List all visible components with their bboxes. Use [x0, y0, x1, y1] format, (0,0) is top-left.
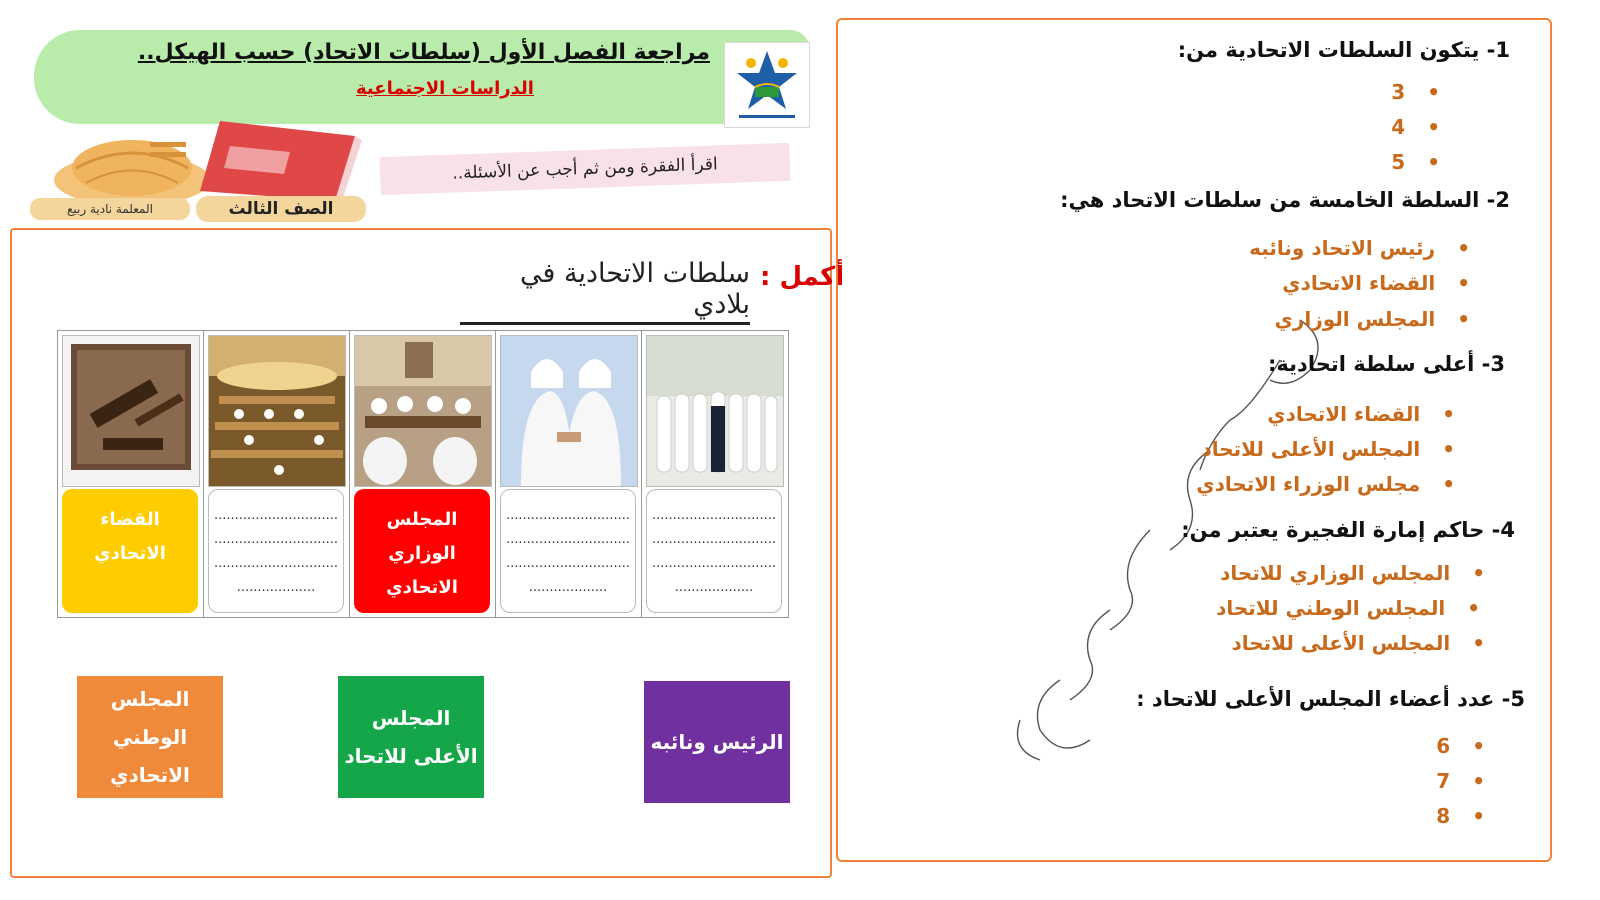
- national-council-photo: [208, 335, 346, 487]
- option-item[interactable]: [1160, 596, 1480, 620]
- option-item[interactable]: [1170, 631, 1485, 655]
- blank-line: ..............................: [652, 556, 776, 571]
- option-text: 5: [1391, 150, 1406, 174]
- option-item[interactable]: [1180, 236, 1470, 260]
- bullet-icon: •: [1467, 596, 1480, 620]
- option-national-council[interactable]: [77, 676, 223, 798]
- question-5: [1110, 687, 1525, 711]
- bullet-icon: •: [1472, 561, 1485, 585]
- question-number: 4-: [1491, 518, 1515, 542]
- question-number: 3-: [1481, 352, 1505, 376]
- blank-line: ...................: [236, 580, 316, 595]
- option-item[interactable]: [1200, 307, 1470, 331]
- blank-line: ..............................: [214, 508, 338, 523]
- question-text: أعلى سلطة اتحادية:: [1268, 352, 1475, 376]
- blank-line: ..............................: [214, 556, 338, 571]
- option-text: المجلس الوزاري: [1274, 307, 1436, 331]
- option-text: رئيس الاتحاد ونائبه: [1249, 236, 1436, 260]
- answer-text-judiciary: القضاء الاتحادي: [94, 509, 166, 564]
- option-text: المجلس الأعلى للاتحاد: [1201, 437, 1421, 461]
- blank-line: ..............................: [506, 556, 630, 571]
- answer-box-cabinet: [354, 489, 490, 613]
- bullet-icon: •: [1442, 472, 1455, 496]
- option-president-vice[interactable]: [644, 681, 790, 803]
- blank-line: ...................: [528, 580, 608, 595]
- option-text: مجلس الوزراء الاتحادي: [1196, 472, 1421, 496]
- cabinet-meeting-photo: [354, 335, 492, 487]
- teacher-name: المعلمة نادية ربيع: [30, 198, 190, 220]
- option-item[interactable]: [1200, 402, 1455, 426]
- answer-box-judiciary: [62, 489, 198, 613]
- question-number: 1-: [1486, 38, 1510, 62]
- bullet-icon: •: [1472, 734, 1485, 758]
- option-item[interactable]: [1150, 437, 1455, 461]
- option-item[interactable]: [1200, 271, 1470, 295]
- option-supreme-council[interactable]: [338, 676, 484, 798]
- rulers-group-photo: [646, 335, 784, 487]
- question-2: [1060, 188, 1510, 212]
- bullet-icon: •: [1427, 115, 1440, 139]
- option-text: 3: [1391, 80, 1406, 104]
- option-item[interactable]: [1352, 115, 1440, 139]
- option-item[interactable]: [1140, 472, 1455, 496]
- bullet-icon: •: [1457, 271, 1470, 295]
- grid-cell-judiciary: [58, 331, 204, 617]
- blank-line: ..............................: [652, 508, 776, 523]
- subject-title: الدراسات الاجتماعية: [356, 78, 534, 99]
- option-item[interactable]: [1400, 804, 1485, 828]
- bullet-icon: •: [1457, 307, 1470, 331]
- blank-line: ..............................: [506, 508, 630, 523]
- president-vice-photo: [500, 335, 638, 487]
- question-text: عدد أعضاء المجلس الأعلى للاتحاد :: [1136, 687, 1495, 711]
- option-text: القضاء الاتحادي: [1282, 271, 1436, 295]
- bullet-icon: •: [1472, 631, 1485, 655]
- exercise-title: سلطات الاتحادية في بلادي: [460, 258, 750, 325]
- answer-text-cabinet: المجلس الوزاري الاتحادي: [386, 509, 458, 598]
- question-1: [1140, 38, 1510, 62]
- option-text: المجلس الوزاري للاتحاد: [1220, 561, 1451, 585]
- grade-label: الصف الثالث: [196, 196, 366, 222]
- question-3: [1200, 352, 1505, 376]
- grid-cell-national-council: [204, 331, 350, 617]
- answer-box-supreme-council[interactable]: [646, 489, 782, 613]
- option-item[interactable]: [1360, 150, 1440, 174]
- question-text: حاكم إمارة الفجيرة يعتبر من:: [1181, 518, 1485, 542]
- question-text: السلطة الخامسة من سلطات الاتحاد هي:: [1060, 188, 1480, 212]
- bullet-icon: •: [1442, 437, 1455, 461]
- question-number: 2-: [1486, 188, 1510, 212]
- answer-box-national-council[interactable]: [208, 489, 344, 613]
- complete-label: أكمل :: [760, 262, 845, 292]
- option-item[interactable]: [1400, 734, 1485, 758]
- option-text: المجلس الأعلى للاتحاد: [1231, 631, 1451, 655]
- instruction-banner: اقرأ الفقرة ومن ثم أجب عن الأسئلة..: [379, 143, 790, 195]
- blank-line: ..............................: [214, 532, 338, 547]
- blank-line: ...................: [674, 580, 754, 595]
- school-logo: [724, 42, 810, 128]
- answer-box-president[interactable]: [500, 489, 636, 613]
- option-item[interactable]: [1396, 769, 1485, 793]
- bullet-icon: •: [1427, 80, 1440, 104]
- option-label: المجلس الأعلى للاتحاد: [344, 706, 478, 768]
- option-item[interactable]: [1160, 561, 1485, 585]
- bullet-icon: •: [1442, 402, 1455, 426]
- grid-cell-supreme-council: [642, 331, 788, 617]
- page-title: مراجعة الفصل الأول (سلطات الاتحاد) حسب الهيكل..: [137, 40, 710, 65]
- grid-cell-president: [496, 331, 642, 617]
- grid-cell-cabinet: [350, 331, 496, 617]
- question-number: 5-: [1501, 687, 1525, 711]
- book-illustration: [180, 116, 365, 201]
- option-label: المجلس الوطني الاتحادي: [110, 687, 190, 787]
- option-text: 6: [1436, 734, 1451, 758]
- judge-gavel-photo: [62, 335, 200, 487]
- blank-line: ..............................: [652, 532, 776, 547]
- question-4: [1150, 518, 1515, 542]
- option-text: 8: [1436, 804, 1451, 828]
- option-text: 7: [1436, 769, 1451, 793]
- option-text: 4: [1391, 115, 1406, 139]
- bullet-icon: •: [1472, 769, 1485, 793]
- blank-line: ..............................: [506, 532, 630, 547]
- bullet-icon: •: [1457, 236, 1470, 260]
- option-label: الرئيس ونائبه: [650, 730, 784, 754]
- authorities-grid: [57, 330, 789, 618]
- option-item[interactable]: [1360, 80, 1440, 104]
- option-text: المجلس الوطني للاتحاد: [1216, 596, 1446, 620]
- question-text: يتكون السلطات الاتحادية من:: [1177, 38, 1480, 62]
- bullet-icon: •: [1472, 804, 1485, 828]
- option-text: القضاء الاتحادي: [1267, 402, 1421, 426]
- bullet-icon: •: [1427, 150, 1440, 174]
